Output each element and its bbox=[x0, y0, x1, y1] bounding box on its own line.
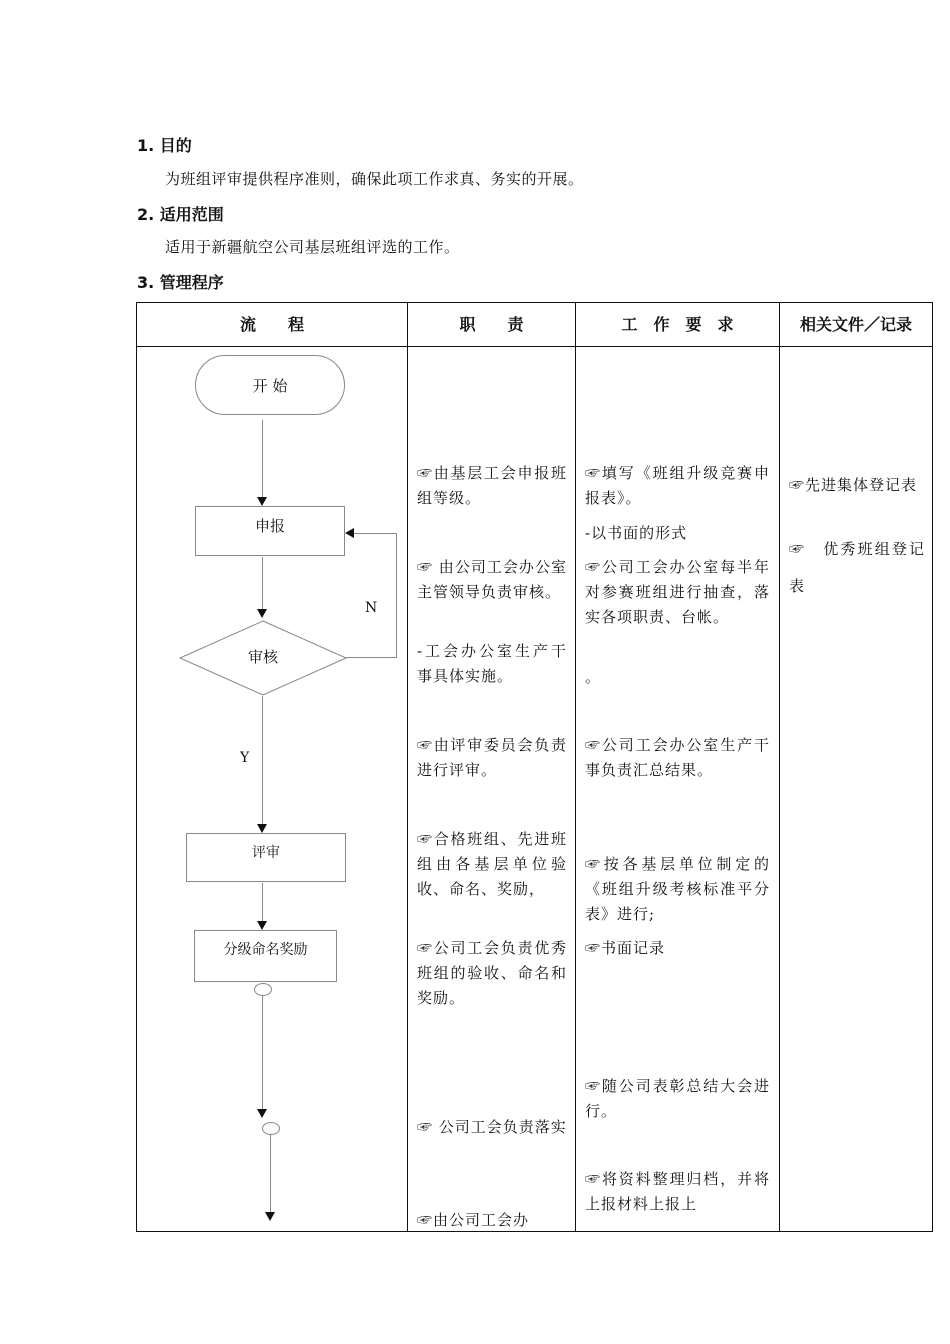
responsibility-item: ☞由公司工会办 bbox=[417, 1211, 530, 1229]
responsibility-item: ☞由评审委员会负责进行评审。 bbox=[417, 736, 567, 779]
column-divider bbox=[779, 302, 780, 1232]
flow-review-label: 审核 bbox=[247, 648, 278, 666]
column-divider bbox=[575, 302, 576, 1232]
connector-icon bbox=[262, 1122, 280, 1135]
header-requirements: 工 作 要 求 bbox=[621, 315, 734, 334]
responsibility-item: -工会办公室生产干事具体实施。 bbox=[417, 642, 567, 685]
record-item: ☞先进集体登记表 bbox=[789, 476, 918, 494]
flow-report: 申报 bbox=[195, 506, 345, 556]
requirement-item: ☞将资料整理归档，并将上报材料上报上 bbox=[585, 1170, 770, 1213]
requirement-item: ☞书面记录 bbox=[585, 939, 666, 957]
requirement-item: ☞随公司表彰总结大会进行。 bbox=[585, 1077, 770, 1120]
section-3-heading: 3. 管理程序 bbox=[137, 273, 224, 292]
arrow-down-icon bbox=[257, 824, 267, 833]
header-responsibility: 职 责 bbox=[459, 315, 524, 334]
arrow-down-icon bbox=[265, 1212, 275, 1221]
requirement-item: 。 bbox=[585, 668, 602, 686]
section-1-body: 为班组评审提供程序准则，确保此项工作求真、务实的开展。 bbox=[165, 170, 584, 188]
responsibility-item: ☞公司工会负责优秀班组的验收、命名和奖励。 bbox=[417, 939, 567, 1007]
flow-yes-label: Y bbox=[240, 750, 250, 766]
responsibility-item: ☞由基层工会申报班组等级。 bbox=[417, 464, 567, 507]
responsibility-item: ☞合格班组、先进班组由各基层单位验收、命名、奖励， bbox=[417, 830, 567, 898]
arrow-left-icon bbox=[345, 528, 354, 538]
flow-start: 开 始 bbox=[195, 355, 345, 415]
arrow-down-icon bbox=[257, 1109, 267, 1118]
requirement-item: -以书面的形式 bbox=[585, 524, 688, 542]
record-item: ☞ 优秀班组登记表 bbox=[789, 540, 925, 595]
section-1-heading: 1. 目的 bbox=[137, 136, 192, 155]
responsibility-item: ☞ 公司工会负责落实 bbox=[417, 1118, 567, 1136]
arrow-down-icon bbox=[257, 921, 267, 930]
connector-icon bbox=[254, 983, 272, 996]
requirement-item: ☞按各基层单位制定的《班组升级考核标准平分表》进行; bbox=[585, 855, 770, 923]
requirement-item: ☞填写《班组升级竞赛申报表》。 bbox=[585, 464, 770, 507]
requirement-item: ☞公司工会办公室生产干事负责汇总结果。 bbox=[585, 736, 770, 779]
flow-evaluate: 评审 bbox=[186, 833, 346, 882]
responsibility-item: ☞ 由公司工会办公室主管领导负责审核。 bbox=[417, 558, 567, 601]
flow-no-label: N bbox=[365, 600, 378, 616]
header-flow: 流 程 bbox=[239, 315, 304, 334]
requirement-item: ☞公司工会办公室每半年对参赛班组进行抽查，落实各项职责、台帐。 bbox=[585, 558, 770, 626]
arrow-down-icon bbox=[257, 497, 267, 506]
section-2-heading: 2. 适用范围 bbox=[137, 205, 224, 224]
column-divider bbox=[407, 302, 408, 1232]
flow-award: 分级命名奖励 bbox=[194, 930, 337, 982]
section-2-body: 适用于新疆航空公司基层班组评选的工作。 bbox=[165, 238, 460, 256]
arrow-down-icon bbox=[257, 609, 267, 618]
header-records: 相关文件／记录 bbox=[799, 315, 912, 334]
